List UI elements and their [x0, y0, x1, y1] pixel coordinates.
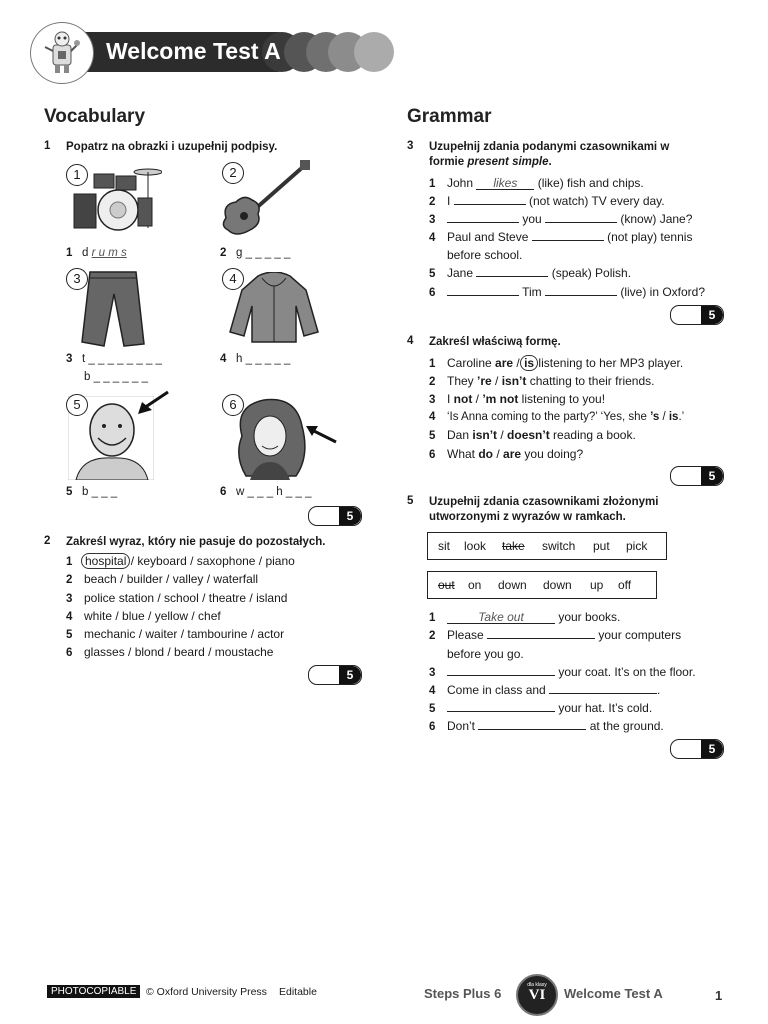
- page-number: 1: [715, 988, 723, 1003]
- score-box[interactable]: [670, 305, 724, 325]
- question-number: 1: [44, 140, 51, 152]
- score-box[interactable]: [308, 506, 362, 526]
- list-item: 1 John likes (like) fish and chips.: [429, 176, 644, 190]
- list-item: 2 I (not watch) TV every day.: [429, 194, 665, 208]
- score-box[interactable]: [670, 466, 724, 486]
- list-item: 1 Caroline are / is listening to her MP3 player.: [429, 356, 684, 370]
- caption-1: 1 d r u m s: [66, 247, 127, 259]
- list-item: 6 Don’t at the ground.: [429, 719, 664, 733]
- caption-3-line2: b _ _ _ _ _ _: [84, 371, 148, 383]
- list-item: 5 your hat. It’s cold.: [429, 701, 653, 715]
- list-item: 6 Tim (live) in Oxford?: [429, 285, 706, 299]
- picture-number: 3: [66, 268, 88, 290]
- list-item: 3 you (know) Jane?: [429, 212, 693, 226]
- question-instruction: Zakreśl właściwą formę.: [429, 336, 561, 348]
- picture-number: 6: [222, 394, 244, 416]
- list-item: 5 Jane (speak) Polish.: [429, 266, 632, 280]
- copyright: © Oxford University Press: [146, 986, 267, 998]
- section-title-grammar: Grammar: [407, 106, 492, 127]
- score-box[interactable]: [308, 665, 362, 685]
- list-item-line2: before school.: [447, 248, 523, 262]
- list-item: 3 police station / school / theatre / island: [66, 591, 288, 605]
- list-item: 2 They ’re / isn’t chatting to their friends.: [429, 374, 655, 388]
- score-value: 5: [701, 467, 723, 485]
- list-item: 5 Dan isn’t / doesn’t reading a book.: [429, 428, 636, 442]
- caption-2: 2 g _ _ _ _ _: [220, 247, 291, 259]
- class-badge: dla klasy VI: [516, 974, 558, 1016]
- caption-6: 6 w _ _ _ h _ _ _: [220, 486, 312, 498]
- caption-4: 4 h _ _ _ _ _: [220, 353, 291, 365]
- list-item: 6 glasses / blond / beard / moustache: [66, 645, 274, 659]
- question-number: 5: [407, 495, 414, 507]
- list-item: 4 Paul and Steve (not play) tennis: [429, 230, 693, 244]
- caption-3: 3 t _ _ _ _ _ _ _ _: [66, 353, 162, 365]
- footer-test-title: Welcome Test A: [564, 986, 663, 1001]
- score-value: 5: [339, 666, 361, 684]
- page-title: Welcome Test A: [106, 38, 281, 64]
- question-instruction: Uzupełnij zdania podanymi czasownikami w formie present simple.: [429, 141, 670, 168]
- question-number: 2: [44, 535, 51, 547]
- list-item: 2 beach / builder / valley / waterfall: [66, 572, 259, 586]
- picture-number: 5: [66, 394, 88, 416]
- picture-number: 1: [66, 164, 88, 186]
- list-item: 4 Come in class and .: [429, 683, 661, 697]
- score-box[interactable]: [670, 739, 724, 759]
- score-value: 5: [701, 740, 723, 758]
- arrow-icon: [304, 424, 338, 451]
- list-item: 2 Please your computers: [429, 628, 682, 642]
- list-item: 6 What do / are you doing?: [429, 447, 584, 461]
- list-item: 1 hospital / keyboard / saxophone / piano: [66, 554, 295, 568]
- question-instruction: Zakreśl wyraz, który nie pasuje do pozostałych.: [66, 536, 326, 548]
- list-item: 4 ‘Is Anna coming to the party?’ ‘Yes, she ’s / is.’: [429, 411, 685, 423]
- word-box-2: out on down down up off: [427, 571, 657, 599]
- score-value: 5: [339, 507, 361, 525]
- score-value: 5: [701, 306, 723, 324]
- question-number: 3: [407, 140, 414, 152]
- picture-number: 2: [222, 162, 244, 184]
- question-number: 4: [407, 335, 414, 347]
- list-item: 4 white / blue / yellow / chef: [66, 609, 221, 623]
- editable-label: Editable: [279, 986, 317, 998]
- header-dot: [354, 32, 394, 72]
- list-item-line2: before you go.: [447, 647, 524, 661]
- list-item: 1 Take out your books.: [429, 610, 621, 624]
- caption-5: 5 b _ _ _: [66, 486, 118, 498]
- photocopiable-badge: PHOTOCOPIABLE: [47, 985, 140, 998]
- section-title-vocabulary: Vocabulary: [44, 106, 146, 127]
- question-instruction: Uzupełnij zdania czasownikami złożonymi utworzonymi z wyrazów w ramkach.: [429, 496, 659, 523]
- mascot-icon: [30, 22, 94, 84]
- curly-hair-woman-picture: [234, 396, 308, 485]
- list-item: 3 I not / ’m not listening to you!: [429, 392, 606, 406]
- list-item: 5 mechanic / waiter / tambourine / actor: [66, 627, 285, 641]
- question-instruction: Popatrz na obrazki i uzupełnij podpisy.: [66, 141, 278, 153]
- picture-number: 4: [222, 268, 244, 290]
- arrow-icon: [136, 390, 170, 421]
- list-item: 3 your coat. It’s on the floor.: [429, 665, 696, 679]
- series-title: Steps Plus 6: [424, 986, 502, 1001]
- word-box-1: sit look take switch put pick: [427, 532, 667, 560]
